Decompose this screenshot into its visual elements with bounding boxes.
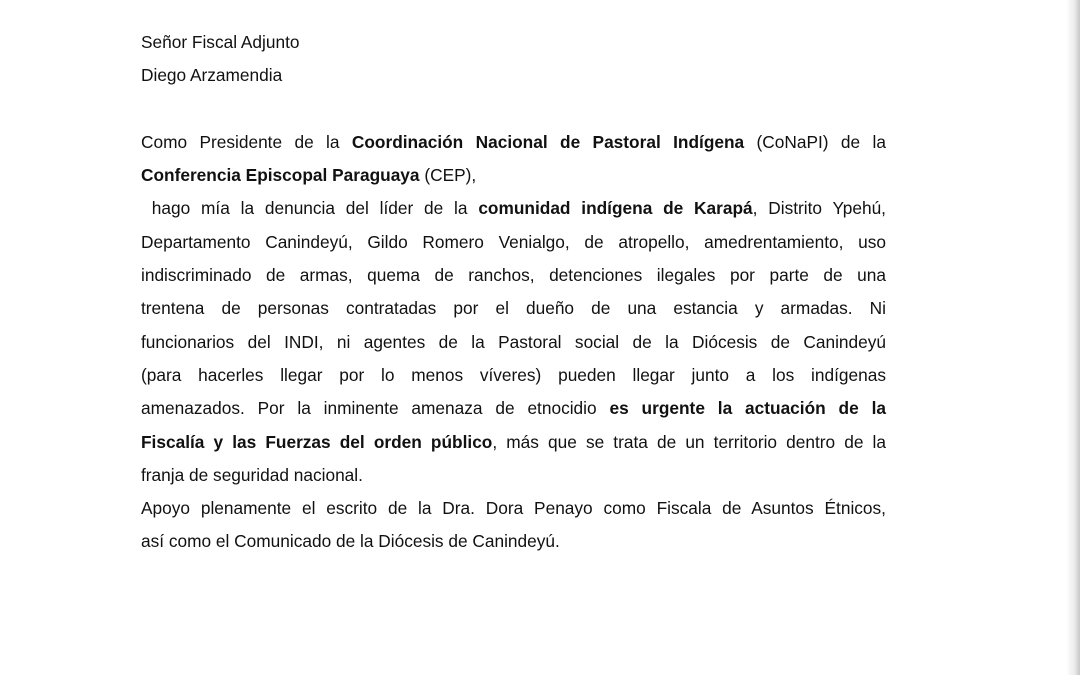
support-line-2: así como el Comunicado de la Diócesis de Canindeyú.	[141, 531, 560, 552]
body-line-8: Fiscalía y las Fuerzas del orden público, más que se trata de un territorio dentro de la	[141, 431, 886, 452]
body-line-4: trentena de personas contratadas por el dueño de una estancia y armadas. Ni	[141, 298, 886, 319]
letter-body	[141, 26, 886, 559]
support-line-1: Apoyo plenamente el escrito de la Dra. Dora Penayo como Fiscala de Asuntos Étnicos,	[141, 498, 886, 519]
body-line-5: funcionarios del INDI, ni agentes de la Pastoral social de la Diócesis de Canindeyú	[141, 331, 886, 352]
bold-coordinacion: Coordinación Nacional de Pastoral Indígena	[351, 131, 745, 152]
addressee-title: Señor Fiscal Adjunto	[141, 32, 300, 52]
page-edge-shadow	[1066, 0, 1080, 675]
bold-fiscalia: Fiscalía y las Fuerzas del orden público	[141, 431, 493, 452]
body-line-7: amenazados. Por la inminente amenaza de etnocidio es urgente la actuación de la	[141, 398, 886, 419]
body-line-2: Departamento Canindeyú, Gildo Romero Venialgo, de atropello, amedrentamiento, uso	[141, 231, 886, 252]
bold-urgente: es urgente la actuación de la	[609, 398, 886, 419]
bold-conferencia: Conferencia Episcopal Paraguaya	[141, 165, 420, 186]
bold-comunidad: comunidad indígena de Karapá	[478, 198, 753, 219]
blank-line	[141, 93, 886, 126]
body-line-1: hago mía la denuncia del líder de la comunidad indígena de Karapá, Distrito Ypehú,	[151, 198, 886, 219]
intro-line-1: Como Presidente de la Coordinación Nacional de Pastoral Indígena (CoNaPI) de la	[141, 131, 886, 152]
body-line-3: indiscriminado de armas, quema de ranchos, detenciones ilegales por parte de una	[141, 265, 886, 286]
addressee-name: Diego Arzamendia	[141, 65, 283, 86]
body-line-9: franja de seguridad nacional.	[141, 464, 363, 485]
body-line-6: (para hacerles llegar por lo menos víveres) pueden llegar junto a los indígenas	[141, 364, 886, 385]
intro-line-2: Conferencia Episcopal Paraguaya (CEP),	[141, 165, 477, 186]
